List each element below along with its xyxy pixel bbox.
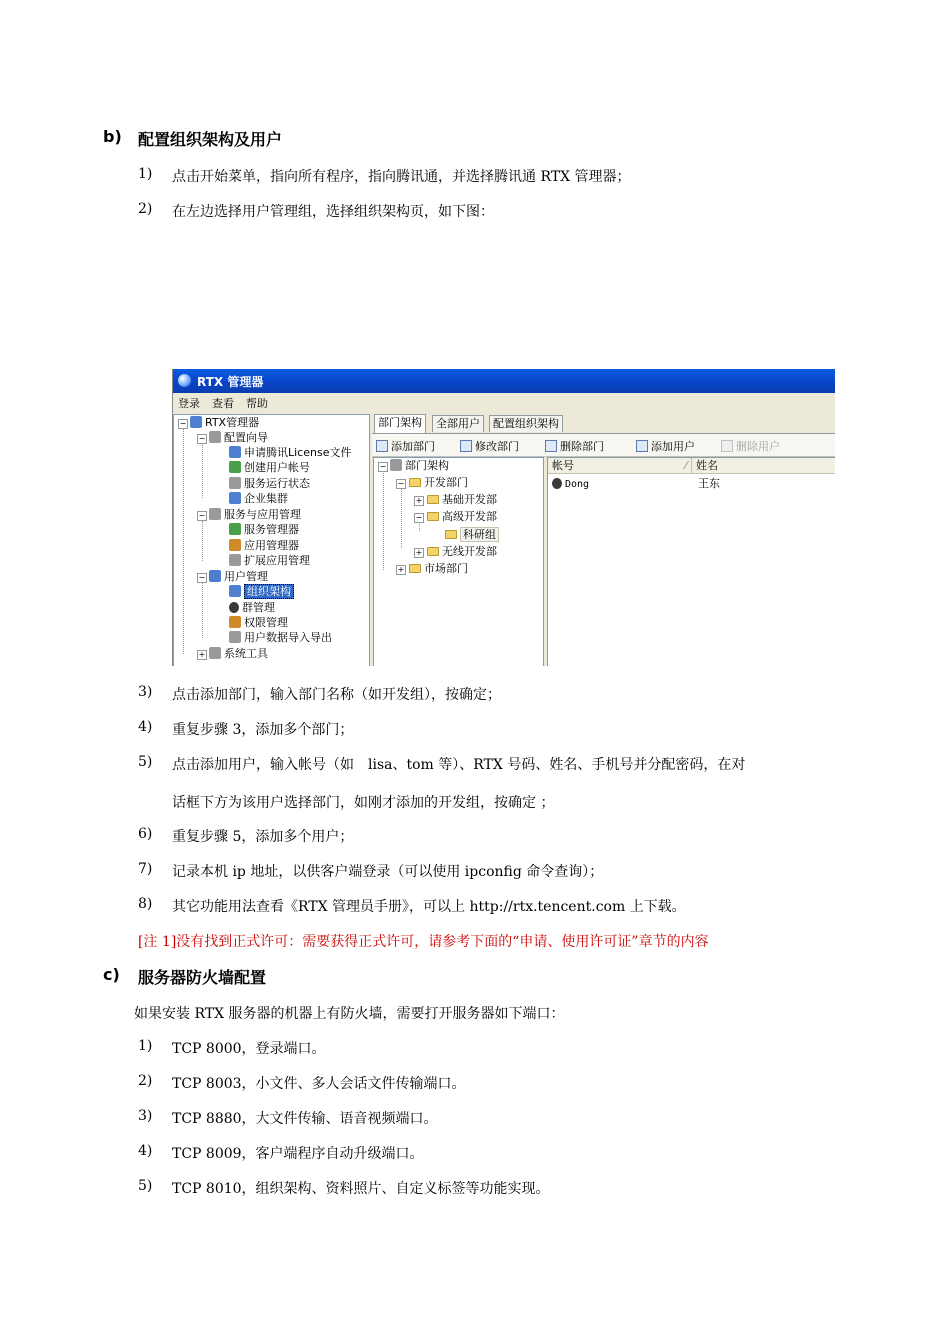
tree-root[interactable]: RTX管理器 — [190, 416, 259, 430]
dept-market[interactable]: 市场部门 — [409, 562, 468, 576]
users-icon — [209, 570, 221, 582]
folder-icon — [409, 564, 421, 573]
step-text: 点击开始菜单，指向所有程序，指向腾讯通，并选择腾讯通 RTX 管理器； — [172, 169, 631, 185]
folder-icon — [427, 547, 439, 556]
tree-item-app-manager[interactable]: 应用管理器 — [229, 539, 299, 553]
rtx-manager-window — [172, 369, 835, 666]
app-manager-icon — [229, 539, 241, 551]
expand-icon[interactable]: + — [415, 548, 423, 557]
column-account[interactable]: 帐号 ⁄ — [548, 458, 692, 474]
org-icon — [229, 585, 241, 597]
tree-item-extension[interactable]: 扩展应用管理 — [229, 554, 310, 568]
rtx-icon — [190, 416, 202, 428]
license-note: [注 1]没有找到正式许可：需要获得正式许可，请参考下面的“申请、使用许可证”章节的内容 — [138, 934, 709, 950]
tree-item-service-manager[interactable]: 服务管理器 — [229, 523, 299, 537]
tree-group-wizard[interactable]: 配置向导 — [209, 431, 268, 445]
sort-icon: ⁄ — [685, 459, 687, 472]
cluster-icon — [229, 492, 241, 504]
tab-dept-structure[interactable]: 部门架构 — [374, 414, 426, 433]
section-c-title: 服务器防火墙配置 — [138, 968, 267, 987]
tree-item-groups[interactable]: 群管理 — [229, 601, 275, 615]
tree-item-cluster[interactable]: 企业集群 — [229, 492, 288, 506]
step-number: 6) — [138, 826, 153, 842]
edit-icon — [460, 440, 472, 452]
import-export-icon — [229, 631, 241, 643]
section-b-marker: b) — [103, 127, 122, 146]
app-icon — [178, 374, 191, 387]
step-text-continued: 话框下方为该用户选择部门，如刚才添加的开发组，按确定 ； — [172, 795, 555, 811]
port-number: 5) — [138, 1178, 153, 1194]
add-user-button[interactable]: 添加用户 — [636, 438, 695, 454]
org-chart-icon — [390, 459, 402, 471]
port-number: 3) — [138, 1108, 153, 1124]
dept-research[interactable]: 科研组 — [445, 528, 499, 542]
add-dept-button[interactable]: 添加部门 — [376, 438, 435, 454]
dept-tree — [373, 457, 544, 666]
content-pane — [372, 414, 835, 666]
collapse-icon[interactable]: − — [415, 513, 423, 522]
folder-icon — [427, 495, 439, 504]
menu-login[interactable]: 登录 — [178, 397, 200, 410]
column-name[interactable]: 姓名 — [692, 458, 835, 474]
wizard-icon — [209, 431, 221, 443]
tree-group-service[interactable]: 服务与应用管理 — [209, 508, 301, 522]
delete-user-icon — [721, 440, 733, 452]
collapse-icon[interactable]: − — [198, 573, 206, 582]
folder-icon — [427, 512, 439, 521]
step-text: 在左边选择用户管理组，选择组织架构页，如下图： — [172, 204, 494, 220]
table-row[interactable] — [552, 477, 589, 491]
step-text: 重复步骤 5，添加多个用户； — [172, 829, 354, 845]
port-text: TCP 8880，大文件传输、语音视频端口。 — [172, 1111, 438, 1127]
folder-icon — [409, 478, 421, 487]
expand-icon[interactable]: + — [198, 650, 206, 659]
collapse-icon[interactable]: − — [198, 511, 206, 520]
menu-view[interactable]: 查看 — [212, 397, 234, 410]
tree-item-create-account[interactable]: 创建用户帐号 — [229, 461, 310, 475]
step-number: 5) — [138, 754, 153, 770]
tree-item-import-export[interactable]: 用户数据导入导出 — [229, 631, 332, 645]
port-text: TCP 8010，组织架构、资料照片、自定义标签等功能实现。 — [172, 1181, 550, 1197]
menu-bar — [173, 393, 835, 411]
collapse-icon[interactable]: − — [198, 434, 206, 443]
user-account: Dong — [565, 479, 590, 490]
service-manager-icon — [229, 523, 241, 535]
service-icon — [209, 508, 221, 520]
step-text: 重复步骤 3，添加多个部门； — [172, 722, 354, 738]
firewall-intro: 如果安装 RTX 服务器的机器上有防火墙，需要打开服务器如下端口： — [134, 1006, 565, 1022]
dept-basic-dev[interactable]: 基础开发部 — [427, 493, 497, 507]
port-text: TCP 8000，登录端口。 — [172, 1041, 326, 1057]
tools-icon — [209, 647, 221, 659]
dept-wireless[interactable]: 无线开发部 — [427, 545, 497, 559]
account-icon — [229, 461, 241, 473]
step-text: 其它功能用法查看《RTX 管理员手册》，可以上 http://rtx.tencent.com 上下载。 — [172, 899, 686, 915]
step-number: 4) — [138, 719, 153, 735]
user-icon — [552, 478, 562, 489]
collapse-icon[interactable]: − — [179, 419, 187, 428]
section-b-title: 配置组织架构及用户 — [138, 130, 283, 149]
step-text: 记录本机 ip 地址，以供客户端登录（可以使用 ipconfig 命令查询）； — [172, 864, 604, 880]
toolbar — [372, 433, 835, 457]
folder-open-icon — [445, 530, 457, 539]
permission-icon — [229, 616, 241, 628]
expand-icon[interactable]: + — [415, 496, 423, 505]
add-icon — [376, 440, 388, 452]
tree-group-tools[interactable]: 系统工具 — [209, 647, 268, 661]
port-number: 4) — [138, 1143, 153, 1159]
tab-config-org[interactable]: 配置组织架构 — [489, 415, 563, 432]
status-icon — [229, 477, 241, 489]
step-text: 点击添加用户，输入帐号（如 lisa、tom 等）、RTX 号码、姓名、手机号并分配密码，在对 — [172, 757, 746, 773]
tab-all-users[interactable]: 全部用户 — [432, 415, 484, 432]
delete-user-button[interactable]: 删除用户 — [721, 438, 780, 454]
collapse-icon[interactable]: − — [379, 462, 387, 471]
port-text: TCP 8009，客户端程序自动升级端口。 — [172, 1146, 424, 1162]
tree-item-license[interactable]: 申请腾讯License文件 — [229, 446, 351, 460]
license-icon — [229, 446, 241, 458]
add-user-icon — [636, 440, 648, 452]
expand-icon[interactable]: + — [397, 565, 405, 574]
step-number: 8) — [138, 896, 153, 912]
tree-item-org[interactable]: 组织架构 — [229, 585, 294, 599]
step-number: 2) — [138, 201, 153, 217]
dept-dev[interactable]: 开发部门 — [409, 476, 468, 490]
step-number: 1) — [138, 166, 153, 182]
collapse-icon[interactable]: − — [397, 479, 405, 488]
window-title: RTX 管理器 — [197, 375, 264, 389]
port-text: TCP 8003，小文件、多人会话文件传输端口。 — [172, 1076, 466, 1092]
section-c-marker: c) — [103, 965, 120, 984]
step-text: 点击添加部门，输入部门名称（如开发组），按确定； — [172, 687, 501, 703]
group-icon — [229, 602, 239, 613]
nav-tree — [173, 414, 370, 666]
tree-item-service-status[interactable]: 服务运行状态 — [229, 477, 310, 491]
tree-item-permissions[interactable]: 权限管理 — [229, 616, 288, 630]
edit-dept-button[interactable]: 修改部门 — [460, 438, 519, 454]
delete-icon — [545, 440, 557, 452]
port-number: 1) — [138, 1038, 153, 1054]
tree-group-users[interactable]: 用户管理 — [209, 570, 268, 584]
gear-icon — [229, 554, 241, 566]
dept-root[interactable]: 部门架构 — [390, 459, 449, 473]
step-number: 7) — [138, 861, 153, 877]
menu-help[interactable]: 帮助 — [246, 397, 268, 410]
dept-senior-dev[interactable]: 高级开发部 — [427, 510, 497, 524]
step-number: 3) — [138, 684, 153, 700]
delete-dept-button[interactable]: 删除部门 — [545, 438, 604, 454]
user-name: 王东 — [698, 477, 720, 490]
port-number: 2) — [138, 1073, 153, 1089]
window-titlebar — [173, 369, 835, 393]
user-list — [547, 457, 835, 666]
